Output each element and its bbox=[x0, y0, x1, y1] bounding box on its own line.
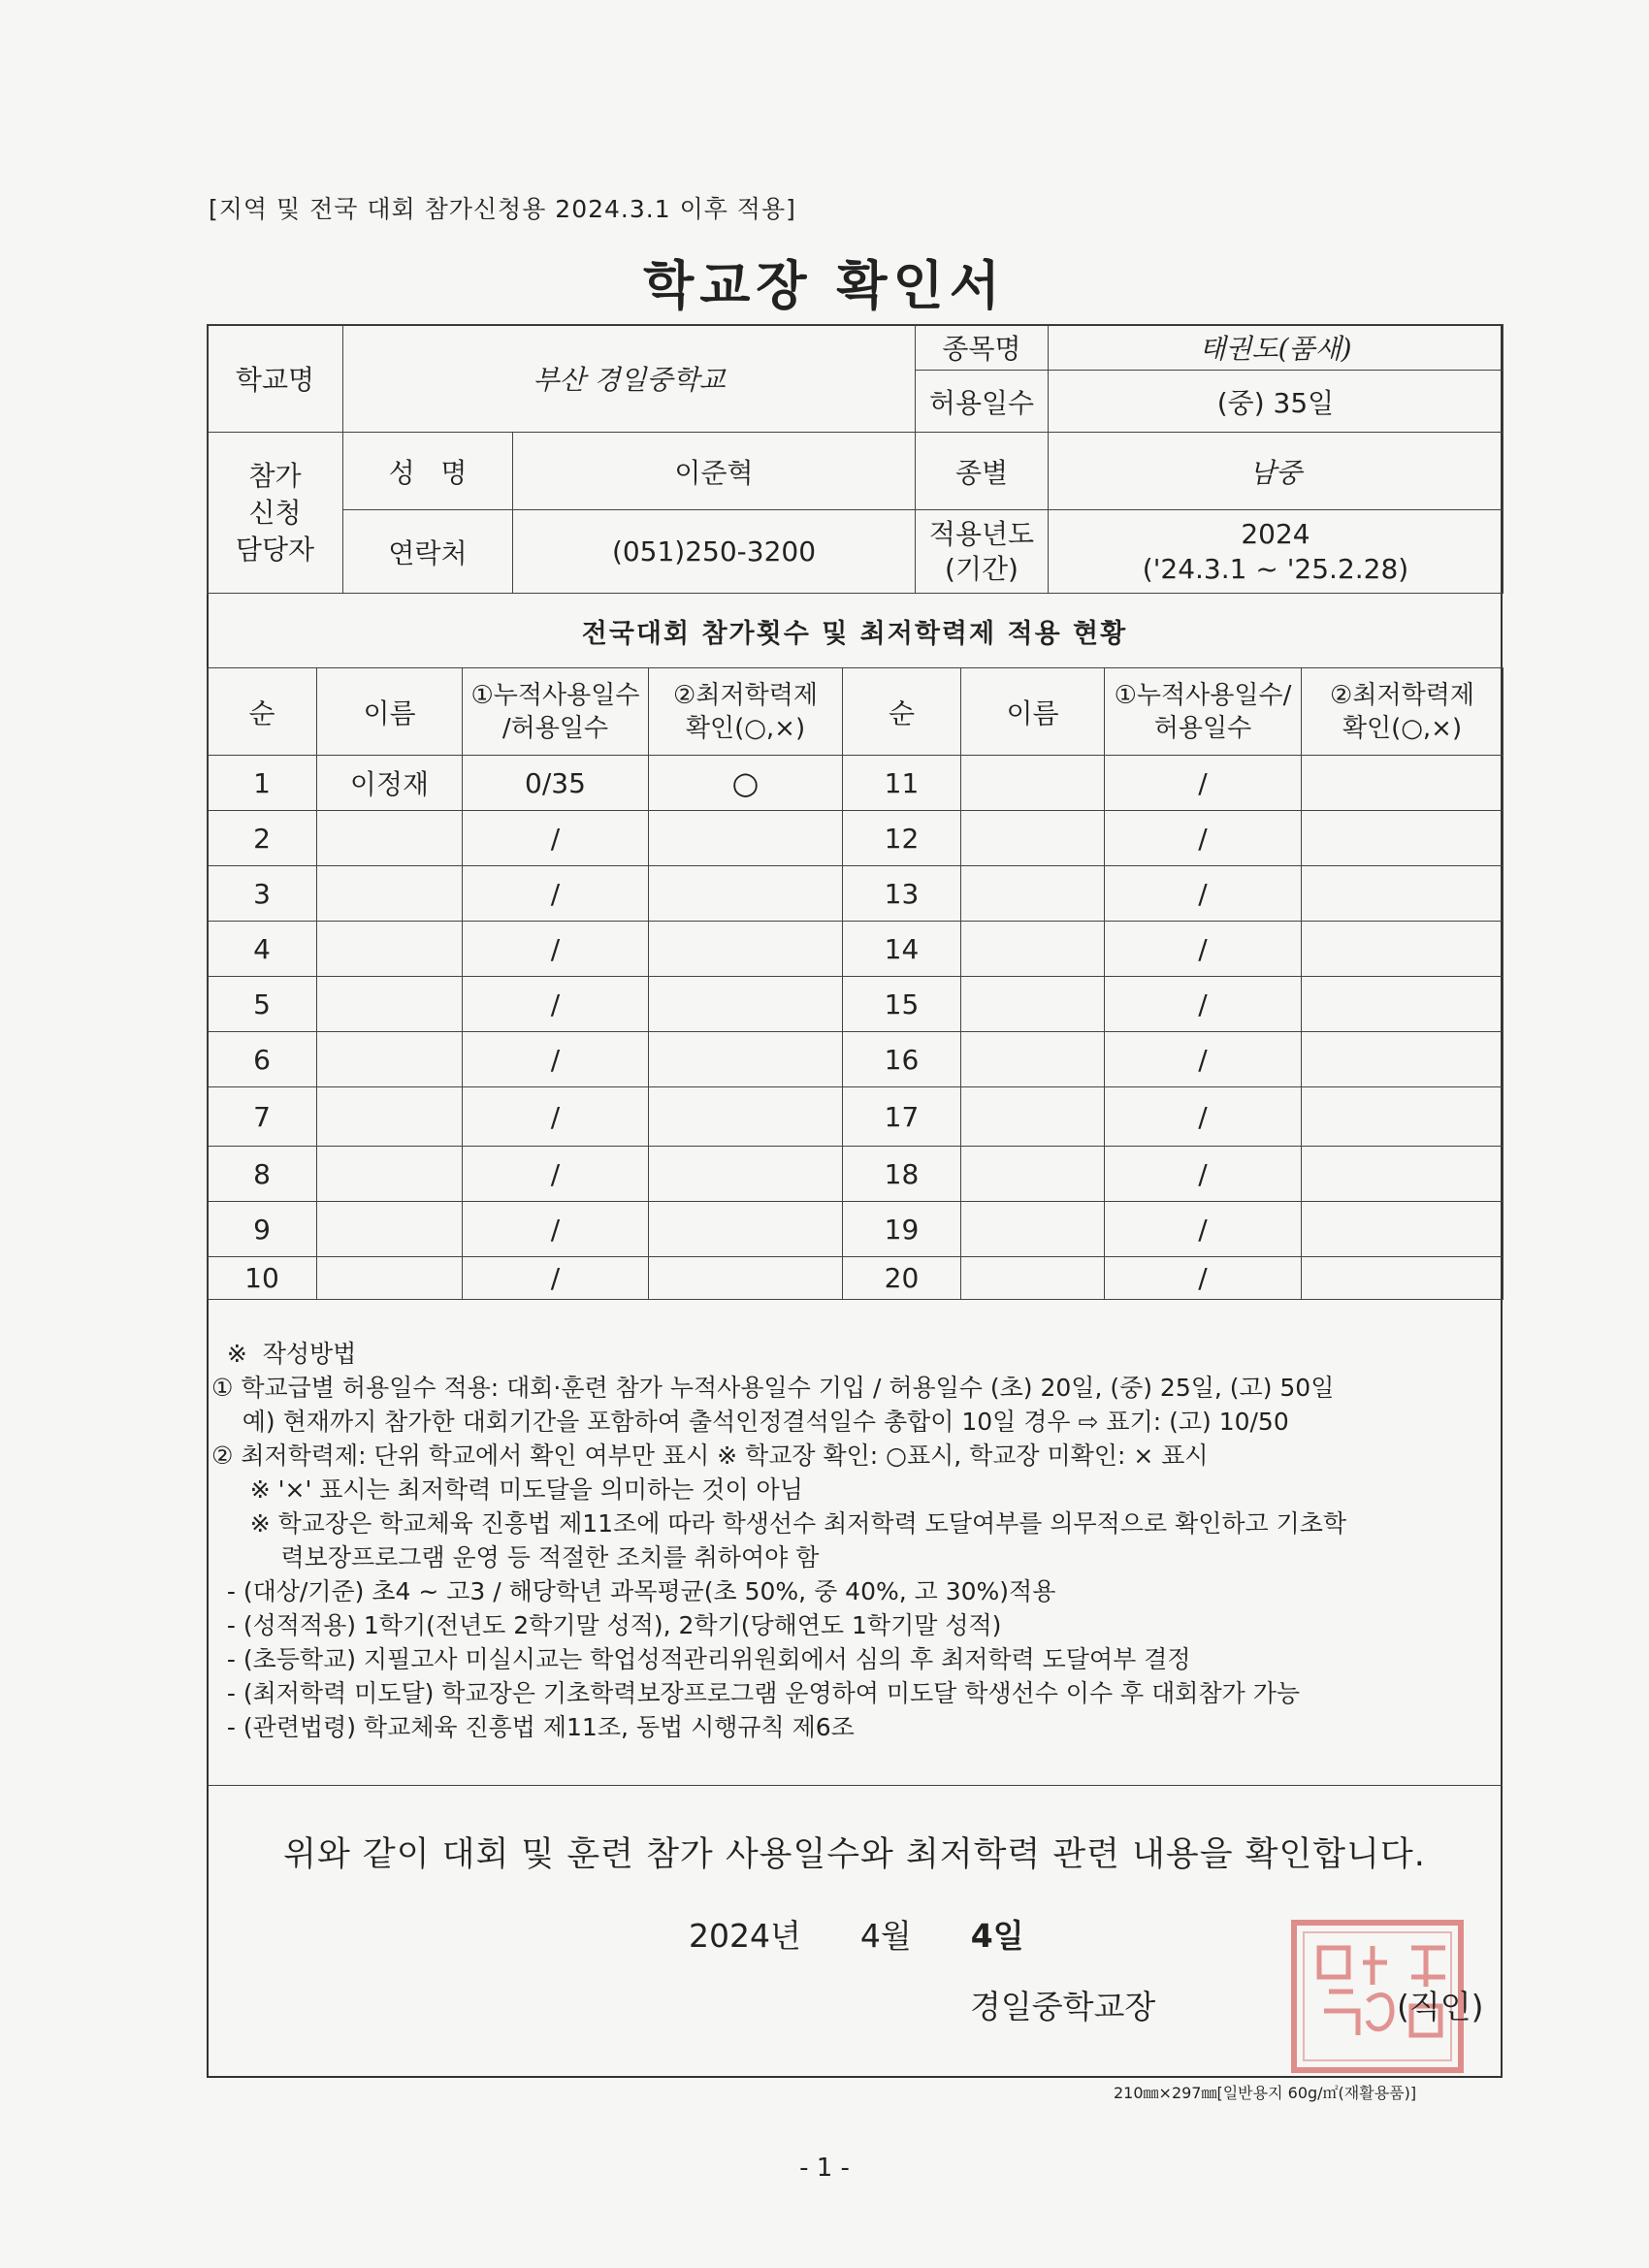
table-row bbox=[208, 1147, 1504, 1202]
left-name-cell bbox=[317, 1202, 463, 1257]
right-no-cell: 16 bbox=[843, 1032, 961, 1087]
left-no-cell: 8 bbox=[208, 1147, 317, 1202]
left-no-cell: 2 bbox=[208, 811, 317, 866]
sport-value: 태권도(품새) bbox=[1049, 325, 1504, 371]
manager-label: 참가 신청 담당자 bbox=[208, 433, 343, 594]
guide-line: 력보장프로그램 운영 등 적절한 조치를 취하여야 함 bbox=[211, 1543, 820, 1571]
right-no-cell: 15 bbox=[843, 977, 961, 1032]
left-name-cell: 이정재 bbox=[317, 756, 463, 811]
left-days-cell: / bbox=[463, 866, 649, 922]
left-days-cell: / bbox=[463, 977, 649, 1032]
table-row bbox=[208, 756, 1504, 811]
right-no-cell: 14 bbox=[843, 922, 961, 977]
status-title: 전국대회 참가횟수 및 최저학력제 적용 현황 bbox=[207, 594, 1503, 667]
left-no-cell: 5 bbox=[208, 977, 317, 1032]
left-days-cell: 0/35 bbox=[463, 756, 649, 811]
table-row bbox=[208, 1032, 1504, 1087]
right-days-cell: / bbox=[1105, 1147, 1302, 1202]
right-check-cell bbox=[1302, 866, 1504, 922]
right-no-cell: 12 bbox=[843, 811, 961, 866]
left-check-cell bbox=[649, 977, 843, 1032]
left-check-cell bbox=[649, 1147, 843, 1202]
name-value: 이준혁 bbox=[513, 433, 916, 510]
right-name-cell bbox=[961, 1147, 1105, 1202]
right-no-cell: 11 bbox=[843, 756, 961, 811]
info-table bbox=[207, 324, 1504, 594]
right-name-cell bbox=[961, 811, 1105, 866]
guide-line: - (최저학력 미도달) 학교장은 기초학력보장프로그램 운영하여 미도달 학생선수 이수 후 대회참가 가능 bbox=[211, 1679, 1300, 1707]
right-name-cell bbox=[961, 1032, 1105, 1087]
table-row bbox=[208, 922, 1504, 977]
guide-line: ※ 작성방법 bbox=[211, 1340, 357, 1368]
contact-label: 연락처 bbox=[343, 510, 513, 594]
header-no: 순 bbox=[208, 668, 317, 756]
right-days-cell: / bbox=[1105, 1257, 1302, 1300]
left-name-cell bbox=[317, 811, 463, 866]
left-no-cell: 7 bbox=[208, 1087, 317, 1147]
right-days-cell: / bbox=[1105, 1032, 1302, 1087]
right-check-cell bbox=[1302, 922, 1504, 977]
right-days-cell: / bbox=[1105, 1202, 1302, 1257]
guide-line: ※ 학교장은 학교체육 진흥법 제11조에 따라 학생선수 최저학력 도달여부를 의무적으로 확인하고 기초학 bbox=[211, 1509, 1347, 1538]
contact-value: (051)250-3200 bbox=[513, 510, 916, 594]
left-days-cell: / bbox=[463, 811, 649, 866]
header-check-right: ②최저학력제 확인(○,×) bbox=[1302, 668, 1504, 756]
right-check-cell bbox=[1302, 1202, 1504, 1257]
paper-spec: 210㎜×297㎜[일반용지 60g/㎡(재활용품)] bbox=[1114, 2084, 1417, 2102]
school-label: 학교명 bbox=[208, 325, 343, 433]
right-name-cell bbox=[961, 922, 1105, 977]
sport-label: 종목명 bbox=[916, 325, 1049, 371]
right-name-cell bbox=[961, 1202, 1105, 1257]
left-no-cell: 1 bbox=[208, 756, 317, 811]
right-no-cell: 18 bbox=[843, 1147, 961, 1202]
guide-line: ① 학교급별 허용일수 적용: 대회·훈련 참가 누적사용일수 기입 / 허용일수 (초) 20일, (중) 25일, (고) 50일 bbox=[211, 1374, 1335, 1402]
issue-date bbox=[689, 1911, 1024, 1957]
year-value: 2024 ('24.3.1 ~ '25.2.28) bbox=[1049, 510, 1504, 594]
right-days-cell: / bbox=[1105, 756, 1302, 811]
left-check-cell bbox=[649, 922, 843, 977]
page-number: - 1 - bbox=[799, 2154, 850, 2183]
left-days-cell: / bbox=[463, 1202, 649, 1257]
table-row bbox=[208, 1257, 1504, 1300]
left-days-cell: / bbox=[463, 922, 649, 977]
left-no-cell: 6 bbox=[208, 1032, 317, 1087]
right-check-cell bbox=[1302, 756, 1504, 811]
writing-guide bbox=[211, 1337, 1502, 1744]
guide-line: 예) 현재까지 참가한 대회기간을 포함하여 출석인정결석일수 총합이 10일 경우 ⇨ 표기: (고) 10/50 bbox=[211, 1408, 1289, 1436]
right-check-cell bbox=[1302, 977, 1504, 1032]
guide-line: - (성적적용) 1학기(전년도 2학기말 성적), 2학기(당해연도 1학기말 성적) bbox=[211, 1611, 1002, 1639]
table-row bbox=[208, 811, 1504, 866]
left-no-cell: 4 bbox=[208, 922, 317, 977]
right-no-cell: 17 bbox=[843, 1087, 961, 1147]
name-label: 성 명 bbox=[343, 433, 513, 510]
page-title: 학교장 확인서 bbox=[643, 255, 1006, 316]
left-name-cell bbox=[317, 1147, 463, 1202]
header-no-right: 순 bbox=[843, 668, 961, 756]
guide-line: - (관련법령) 학교체육 진흥법 제11조, 동법 시행규칙 제6조 bbox=[211, 1713, 855, 1741]
table-row bbox=[208, 1087, 1504, 1147]
header-name: 이름 bbox=[317, 668, 463, 756]
confirm-text: 위와 같이 대회 및 훈련 참가 사용일수와 최저학력 관련 내용을 확인합니다. bbox=[283, 1835, 1426, 1874]
left-check-cell: ○ bbox=[649, 756, 843, 811]
header-note: [지역 및 전국 대회 참가신청용 2024.3.1 이후 적용] bbox=[209, 195, 796, 223]
guide-line: ② 최저학력제: 단위 학교에서 확인 여부만 표시 ※ 학교장 확인: ○표시, 학교장 미확인: × 표시 bbox=[211, 1442, 1209, 1470]
right-check-cell bbox=[1302, 1032, 1504, 1087]
left-days-cell: / bbox=[463, 1087, 649, 1147]
table-row bbox=[208, 1202, 1504, 1257]
right-name-cell bbox=[961, 866, 1105, 922]
right-no-cell: 20 bbox=[843, 1257, 961, 1300]
left-check-cell bbox=[649, 866, 843, 922]
right-name-cell bbox=[961, 977, 1105, 1032]
right-check-cell bbox=[1302, 1087, 1504, 1147]
right-days-cell: / bbox=[1105, 922, 1302, 977]
left-days-cell: / bbox=[463, 1257, 649, 1300]
right-no-cell: 13 bbox=[843, 866, 961, 922]
right-check-cell bbox=[1302, 811, 1504, 866]
right-days-cell: / bbox=[1105, 1087, 1302, 1147]
guide-line: ※ '×' 표시는 최저학력 미도달을 의미하는 것이 아님 bbox=[211, 1475, 803, 1504]
date-year: 2024년 bbox=[689, 1917, 801, 1955]
right-check-cell bbox=[1302, 1147, 1504, 1202]
right-no-cell: 19 bbox=[843, 1202, 961, 1257]
left-check-cell bbox=[649, 1032, 843, 1087]
days-value: (중) 35일 bbox=[1049, 371, 1504, 433]
header-check: ②최저학력제 확인(○,×) bbox=[649, 668, 843, 756]
left-days-cell: / bbox=[463, 1032, 649, 1087]
principal-name: 경일중학교장 bbox=[970, 1988, 1156, 2025]
seal-label: (직인) bbox=[1397, 1988, 1484, 2025]
days-label: 허용일수 bbox=[916, 371, 1049, 433]
right-name-cell bbox=[961, 1087, 1105, 1147]
divider bbox=[207, 1785, 1503, 1786]
left-name-cell bbox=[317, 1087, 463, 1147]
left-name-cell bbox=[317, 1257, 463, 1300]
right-days-cell: / bbox=[1105, 977, 1302, 1032]
right-name-cell bbox=[961, 1257, 1105, 1300]
right-days-cell: / bbox=[1105, 811, 1302, 866]
left-check-cell bbox=[649, 1087, 843, 1147]
right-name-cell bbox=[961, 756, 1105, 811]
header-name-right: 이름 bbox=[961, 668, 1105, 756]
guide-line: - (초등학교) 지필고사 미실시교는 학업성적관리위원회에서 심의 후 최저학력 도달여부 결정 bbox=[211, 1645, 1191, 1673]
left-no-cell: 3 bbox=[208, 866, 317, 922]
left-days-cell: / bbox=[463, 1147, 649, 1202]
category-label: 종별 bbox=[916, 433, 1049, 510]
school-value: 부산 경일중학교 bbox=[343, 325, 916, 433]
date-month: 4월 bbox=[859, 1917, 912, 1955]
left-name-cell bbox=[317, 922, 463, 977]
right-days-cell: / bbox=[1105, 866, 1302, 922]
header-days: ①누적사용일수 /허용일수 bbox=[463, 668, 649, 756]
category-value: 남중 bbox=[1049, 433, 1504, 510]
right-check-cell bbox=[1302, 1257, 1504, 1300]
left-name-cell bbox=[317, 866, 463, 922]
left-check-cell bbox=[649, 1202, 843, 1257]
left-no-cell: 9 bbox=[208, 1202, 317, 1257]
left-no-cell: 10 bbox=[208, 1257, 317, 1300]
table-row bbox=[208, 866, 1504, 922]
left-check-cell bbox=[649, 811, 843, 866]
guide-line: - (대상/기준) 초4 ~ 고3 / 해당학년 과목평균(초 50%, 중 40%, 고 30%)적용 bbox=[211, 1577, 1056, 1605]
header-days-right: ①누적사용일수/ 허용일수 bbox=[1105, 668, 1302, 756]
table-row bbox=[208, 977, 1504, 1032]
date-day: 4일 bbox=[970, 1917, 1024, 1955]
left-check-cell bbox=[649, 1257, 843, 1300]
left-name-cell bbox=[317, 1032, 463, 1087]
year-label: 적용년도 (기간) bbox=[916, 510, 1049, 594]
left-name-cell bbox=[317, 977, 463, 1032]
status-table bbox=[207, 667, 1504, 1300]
